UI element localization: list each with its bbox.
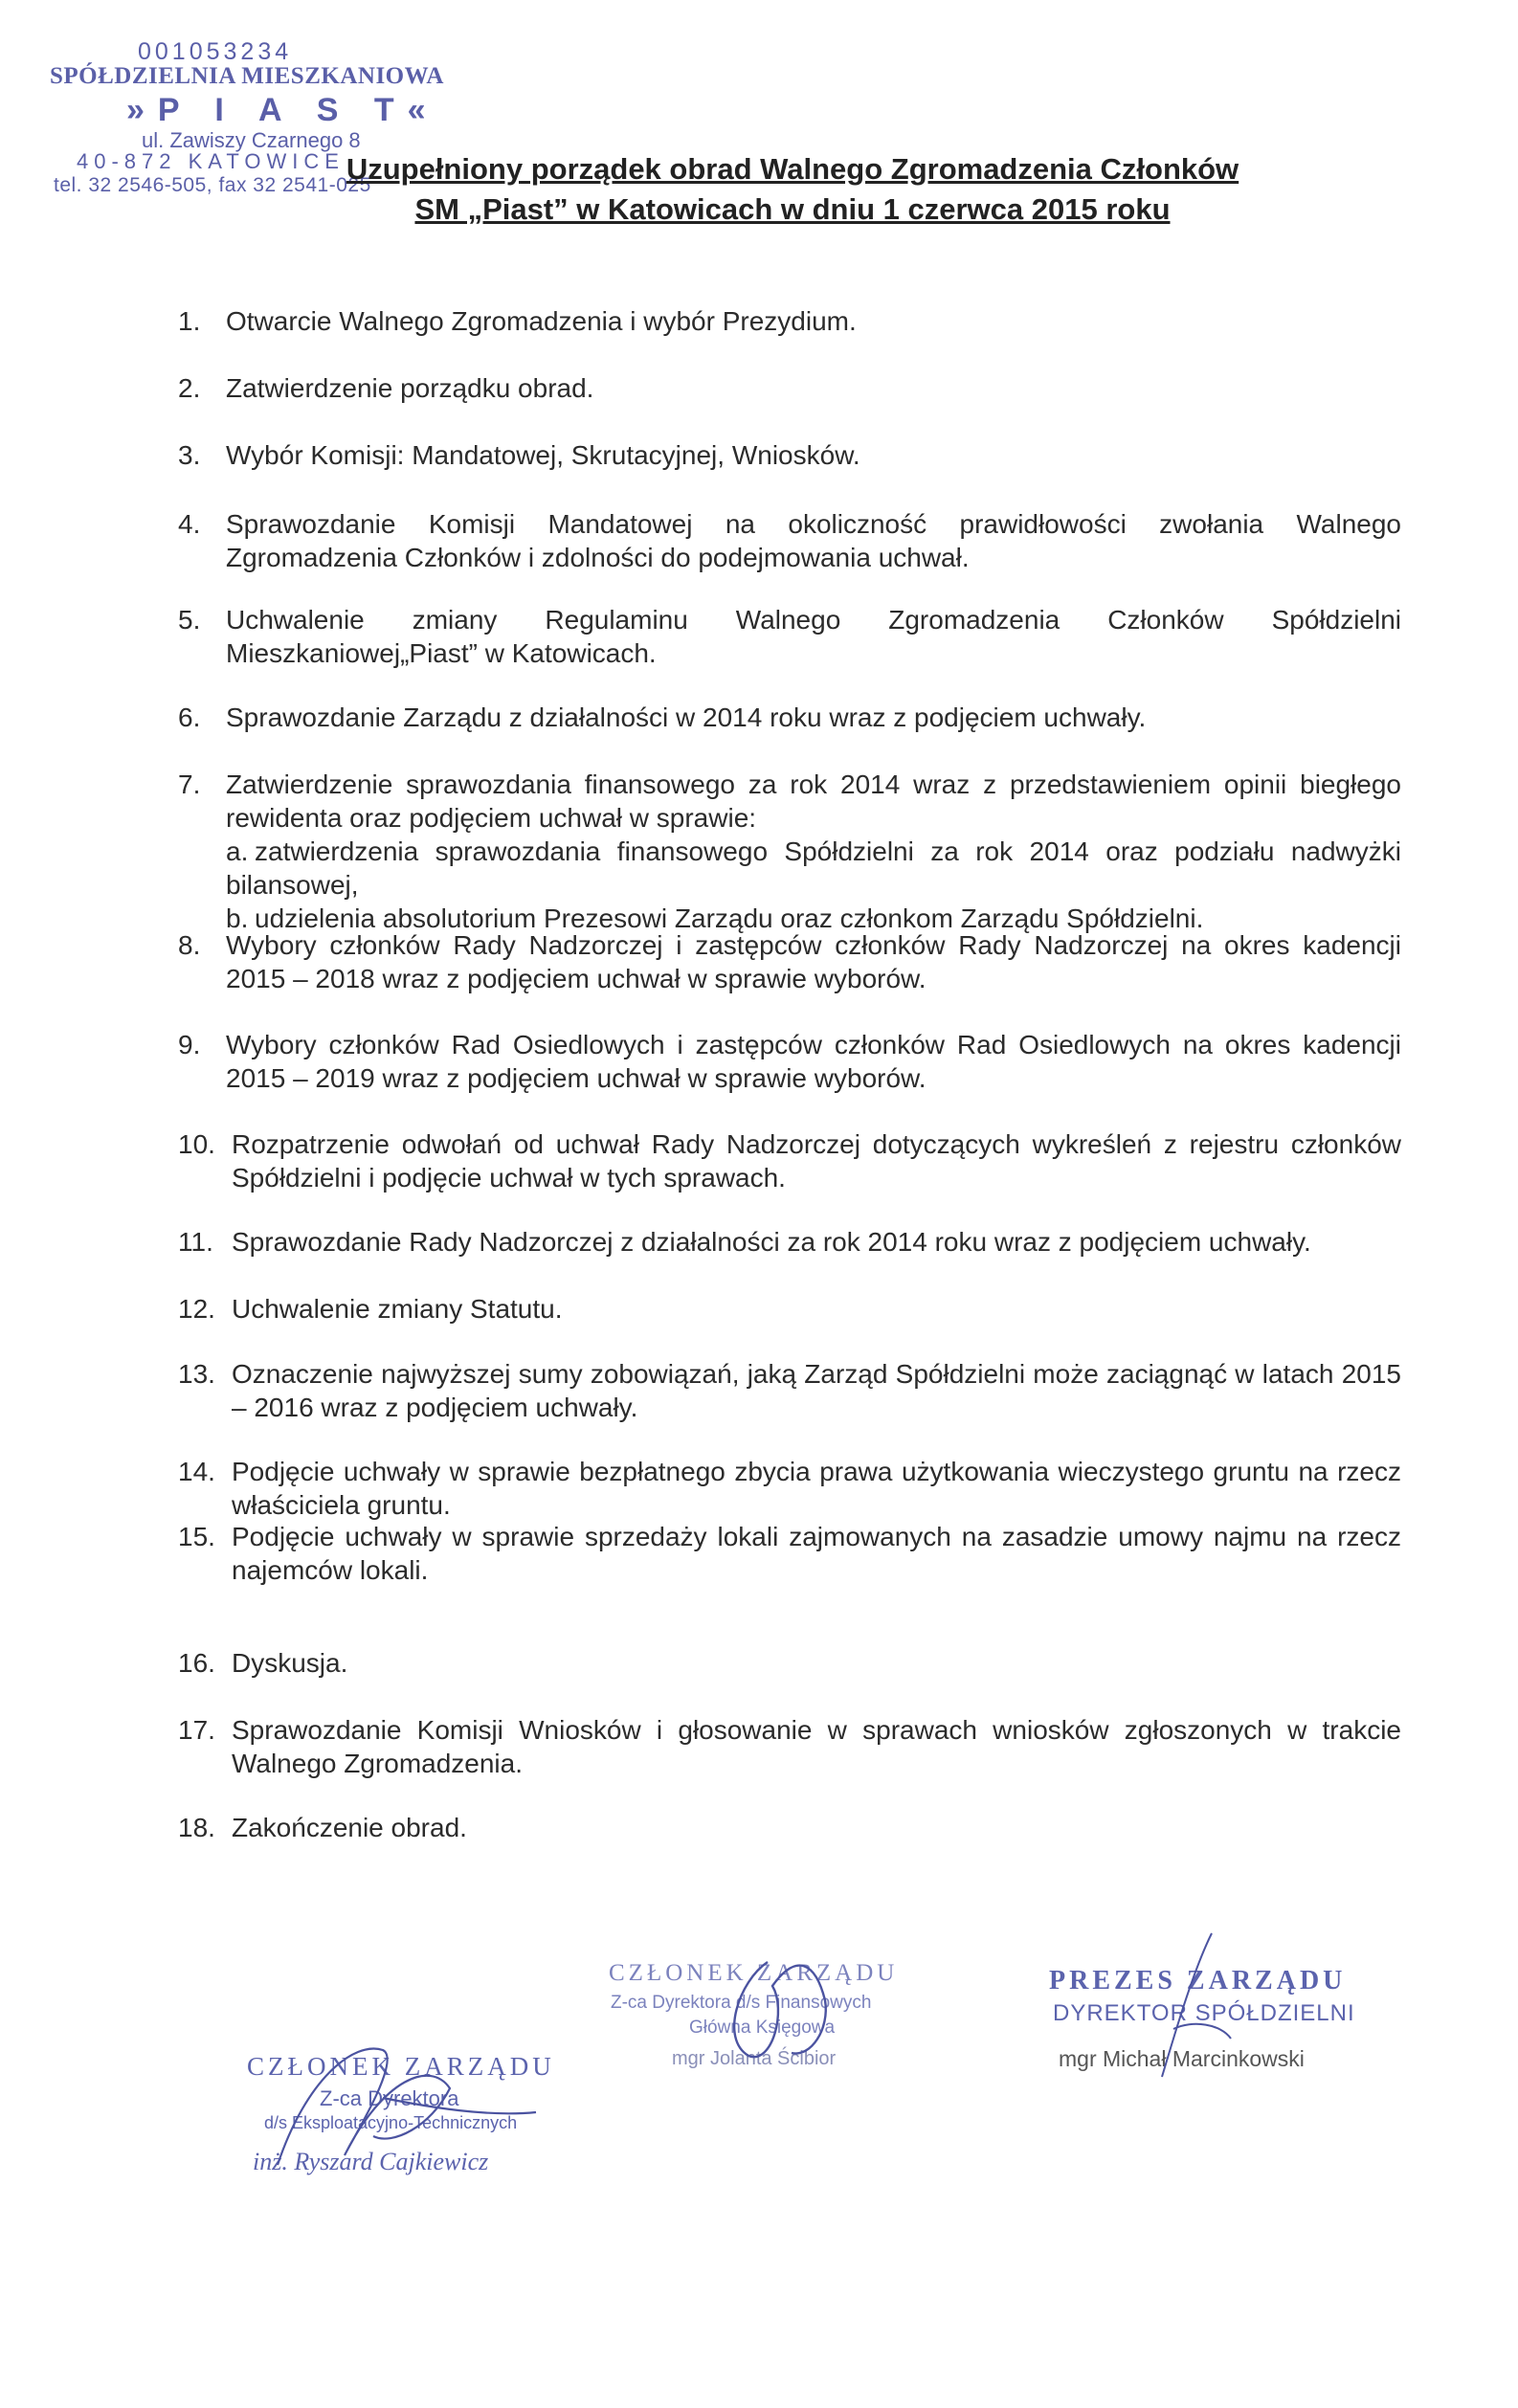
agenda-subitem-text: udzielenia absolutorium Prezesowi Zarządu oraz członkom Zarządu Spółdzielni. — [255, 903, 1204, 933]
agenda-item-number: 7. — [178, 769, 201, 799]
agenda-item-text-block — [226, 507, 1401, 574]
agenda-item-number: 12. — [178, 1294, 215, 1324]
agenda-item-text-block — [232, 1811, 1401, 1844]
signature-right-title: DYREKTOR SPÓŁDZIELNI — [1053, 2000, 1355, 2026]
agenda-item-text-block — [232, 1292, 1401, 1326]
agenda-subitem-letter: b. — [226, 903, 249, 933]
signature-middle — [605, 1943, 969, 2086]
signature-right-name: mgr Michał Marcinkowski — [1059, 2046, 1305, 2071]
signature-middle-role: CZŁONEK ZARZĄDU — [609, 1960, 899, 1986]
agenda-item-text: Uchwalenie zmiany Regulaminu Walnego Zgromadzenia Członków Spółdzielni Mieszkaniowej„Piast” w Katowicach. — [226, 605, 1401, 668]
handwritten-signature-left — [239, 2021, 603, 2174]
agenda-item-text-block — [226, 603, 1401, 670]
agenda-item-number: 3. — [178, 440, 201, 470]
agenda-item-text: Zakończenie obrad. — [232, 1813, 467, 1842]
document-title — [314, 149, 1271, 230]
agenda-item-text-block — [226, 371, 1401, 405]
agenda-item-text: Sprawozdanie Komisji Wniosków i głosowanie w sprawach wniosków zgłoszonych w trakcie Walnego Zgromadzenia. — [232, 1715, 1401, 1778]
agenda-item-text-block — [232, 1713, 1401, 1780]
agenda-subitem — [226, 835, 1401, 902]
agenda-item-number: 18. — [178, 1813, 215, 1842]
agenda-item-number: 5. — [178, 605, 201, 635]
agenda-item-text: Rozpatrzenie odwołań od uchwał Rady Nadzorczej dotyczących wykreśleń z rejestru członków Spółdzielni i podjęcie uchwał w tych sprawach. — [232, 1129, 1401, 1193]
agenda-item-text: Zatwierdzenie sprawozdania finansowego za rok 2014 wraz z przedstawieniem opinii biegłego rewidenta oraz podjęciem uchwał w sprawie: — [226, 769, 1401, 833]
signature-left-dept: d/s Eksploatacyjno-Technicznych — [264, 2113, 518, 2132]
signature-right-role: PREZES ZARZĄDU — [1049, 1966, 1347, 1996]
agenda-item-number: 13. — [178, 1359, 215, 1389]
agenda-item-text-block — [226, 701, 1401, 734]
agenda-item-text: Wybór Komisji: Mandatowej, Skrutacyjnej, Wniosków. — [226, 440, 860, 470]
agenda-item-text-block — [232, 1520, 1401, 1587]
agenda-item-number: 1. — [178, 306, 201, 336]
stamp-cooperative: SPÓŁDZIELNIA MIESZKANIOWA — [50, 63, 444, 89]
signature-left-name: inż. Ryszard Cajkiewicz — [253, 2148, 489, 2175]
agenda-item-text-block — [232, 1455, 1401, 1522]
handwritten-signature-right — [1049, 1933, 1432, 2077]
agenda-item-text: Wybory członków Rady Nadzorczej i zastępców członków Rady Nadzorczej na okres kadencji 2015 – 2018 wraz z podjęciem uchwał w sprawie wyborów. — [226, 930, 1401, 993]
title-line-1: Uzupełniony porządek obrad Walnego Zgromadzenia Członków — [346, 152, 1239, 186]
stamp-contact: tel. 32 2546-505, fax 32 2541-025 — [54, 174, 371, 196]
agenda-item-text-block — [226, 304, 1401, 338]
agenda-item-text: Sprawozdanie Zarządu z działalności w 2014 roku wraz z podjęciem uchwały. — [226, 702, 1147, 732]
agenda-item-text: Sprawozdanie Komisji Mandatowej na okoliczność prawidłowości zwołania Walnego Zgromadzenia Członków i zdolności do podejmowania uchwał. — [226, 509, 1401, 572]
agenda-item-number: 6. — [178, 702, 201, 732]
agenda-item-number: 15. — [178, 1522, 215, 1551]
agenda-item-text: Otwarcie Walnego Zgromadzenia i wybór Prezydium. — [226, 306, 857, 336]
agenda-item-text-block — [226, 768, 1401, 935]
signature-left — [239, 2021, 603, 2174]
agenda-item-number: 4. — [178, 509, 201, 539]
agenda-item-text: Sprawozdanie Rady Nadzorczej z działalności za rok 2014 roku wraz z podjęciem uchwały. — [232, 1227, 1311, 1257]
agenda-item-text: Uchwalenie zmiany Statutu. — [232, 1294, 563, 1324]
agenda-item-number: 10. — [178, 1129, 215, 1159]
stamp-city: 40-872 KATOWICE — [77, 149, 345, 173]
signature-left-title: Z-ca Dyrektora — [320, 2086, 459, 2110]
agenda-item-text: Oznaczenie najwyższej sumy zobowiązań, jaką Zarząd Spółdzielni może zaciągnąć w latach 2015 – 2016 wraz z podjęciem uchwały. — [232, 1359, 1401, 1422]
agenda-item-text: Podjęcie uchwały w sprawie sprzedaży lokali zajmowanych na zasadzie umowy najmu na rzecz najemców lokali. — [232, 1522, 1401, 1585]
handwritten-signature-middle — [605, 1943, 969, 2086]
agenda-item-text: Zatwierdzenie porządku obrad. — [226, 373, 594, 403]
agenda-item-text-block — [226, 928, 1401, 995]
signature-middle-title: Z-ca Dyrektora d/s Finansowych — [611, 1993, 872, 2013]
stamp-street: ul. Zawiszy Czarnego 8 — [142, 128, 361, 152]
stamp-number: 001053234 — [138, 38, 293, 65]
agenda-item-number: 16. — [178, 1648, 215, 1678]
agenda-item-text: Podjęcie uchwały w sprawie bezpłatnego zbycia prawa użytkowania wieczystego gruntu na rzecz właściciela gruntu. — [232, 1457, 1401, 1520]
agenda-item-text-block — [232, 1127, 1401, 1194]
agenda-item-text-block — [232, 1646, 1401, 1680]
title-line-2: SM „Piast” w Katowicach w dniu 1 czerwca 2015 roku — [414, 192, 1171, 226]
signature-right — [1049, 1933, 1432, 2077]
agenda-subitem-text: zatwierdzenia sprawozdania finansowego Spółdzielni za rok 2014 oraz podziału nadwyżki bilansowej, — [226, 836, 1401, 900]
agenda-item-text-block — [232, 1357, 1401, 1424]
agenda-item-number: 14. — [178, 1457, 215, 1486]
agenda-item-text-block — [226, 438, 1401, 472]
agenda-item-number: 9. — [178, 1030, 201, 1059]
agenda-item-text: Dyskusja. — [232, 1648, 348, 1678]
signature-middle-dept: Główna Księgowa — [689, 2018, 836, 2038]
agenda-item-number: 2. — [178, 373, 201, 403]
stamp-name: »P I A S T« — [126, 92, 439, 128]
agenda-subitem-letter: a. — [226, 836, 249, 866]
agenda-item-text-block — [232, 1225, 1401, 1259]
agenda-item-text-block — [226, 1028, 1401, 1095]
signature-middle-name: mgr Jolanta Ścibior — [672, 2048, 837, 2069]
agenda-item-text: Wybory członków Rad Osiedlowych i zastępców członków Rad Osiedlowych na okres kadencji 2015 – 2019 wraz z podjęciem uchwał w sprawie wyborów. — [226, 1030, 1401, 1093]
signature-left-role: CZŁONEK ZARZĄDU — [247, 2052, 555, 2081]
agenda-item-number: 11. — [178, 1227, 213, 1257]
agenda-item-number: 8. — [178, 930, 201, 960]
agenda-item-number: 17. — [178, 1715, 215, 1745]
